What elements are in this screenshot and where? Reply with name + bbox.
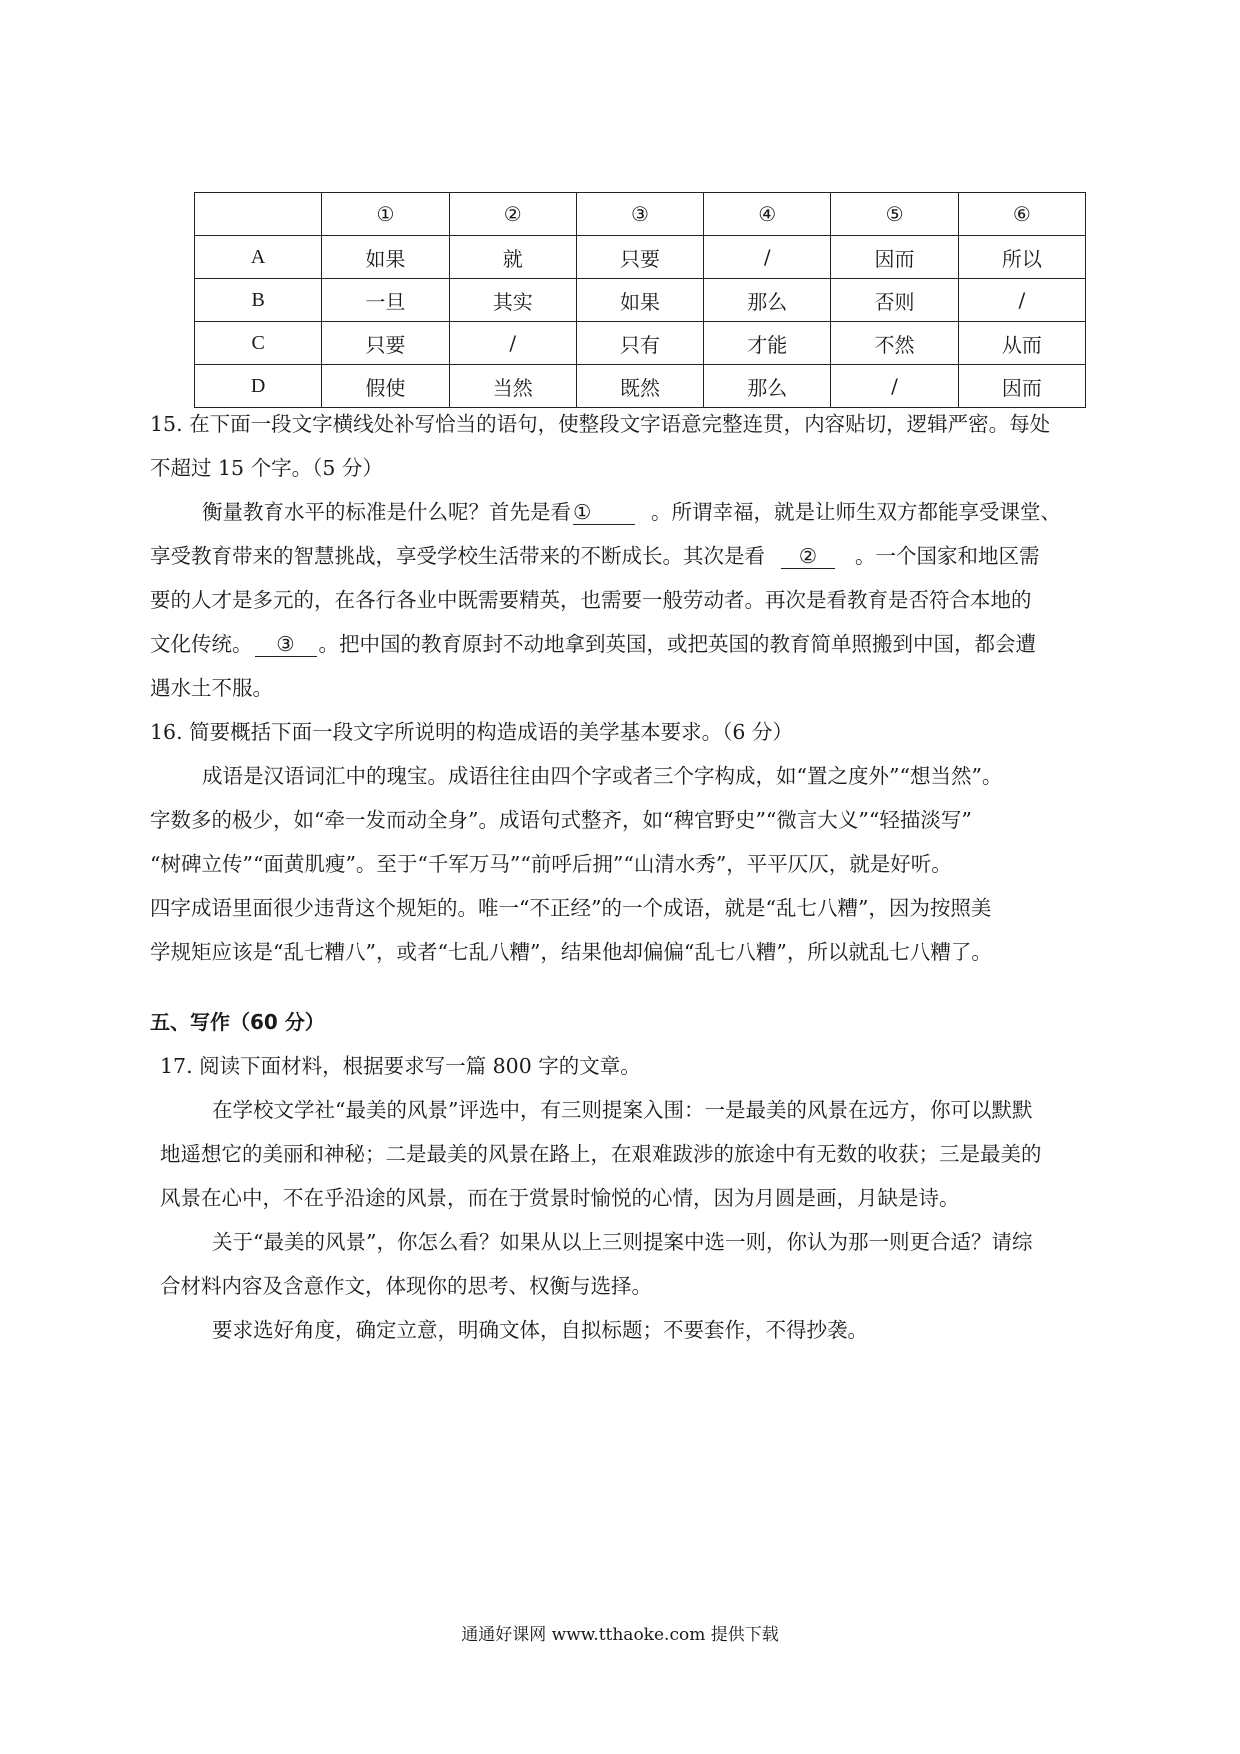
q16-line-3: “树碑立传”“面黄肌瘦”。至于“千军万马”“前呼后拥”“山清水秀”，平平仄仄，就是好听。 xyxy=(150,852,952,876)
table-cell: 那么 xyxy=(704,365,831,408)
q15-blank-2: ② xyxy=(781,544,835,569)
table-row-label: C xyxy=(195,322,322,365)
section-5 xyxy=(150,1000,1095,1044)
table-row xyxy=(195,279,1086,322)
table-cell: 假使 xyxy=(322,365,449,408)
table-cell: 不然 xyxy=(831,322,958,365)
table-header-cell: ⑥ xyxy=(958,193,1085,236)
table-row xyxy=(195,322,1086,365)
table-cell: 只要 xyxy=(322,322,449,365)
q17-line-5: 合材料内容及含意作文，体现你的思考、权衡与选择。 xyxy=(160,1274,652,1298)
q15-prompt-line-2: 不超过 15 个字。（5 分） xyxy=(150,456,383,480)
q15-text: 。所谓幸福，就是让师生双方都能享受课堂、 xyxy=(651,500,1061,524)
answer-choice-table xyxy=(194,192,1086,408)
page-footer: 通通好课网 www.tthaoke.com 提供下载 xyxy=(461,1625,779,1645)
table-cell: 才能 xyxy=(704,322,831,365)
table-row xyxy=(195,236,1086,279)
q15-paragraph-line-1 xyxy=(150,490,1095,534)
q17-line-6: 要求选好角度，确定立意，明确文体，自拟标题；不要套作，不得抄袭。 xyxy=(212,1318,868,1342)
q15-paragraph-line-3: 要的人才是多元的，在各行各业中既需要精英，也需要一般劳动者。再次是看教育是否符合本地的 xyxy=(150,588,1032,612)
question-15 xyxy=(150,402,1095,974)
table-header-cell: ③ xyxy=(576,193,703,236)
q17-line-4: 关于“最美的风景”，你怎么看？如果从以上三则提案中选一则，你认为那一则更合适？请综 xyxy=(212,1230,1033,1254)
table-cell: 因而 xyxy=(958,365,1085,408)
q16-line-1: 成语是汉语词汇中的瑰宝。成语往往由四个字或者三个字构成，如“置之度外”“想当然”。 xyxy=(202,764,1003,788)
table-header-cell: ④ xyxy=(704,193,831,236)
table-row-label: A xyxy=(195,236,322,279)
q15-paragraph-line-4 xyxy=(150,622,1095,666)
q17-line-3: 风景在心中，不在乎沿途的风景，而在于赏景时愉悦的心情，因为月圆是画，月缺是诗。 xyxy=(160,1186,960,1210)
q15-blank-1: ① xyxy=(573,500,635,525)
q15-paragraph-line-2 xyxy=(150,534,1095,578)
q15-text: 文化传统。 xyxy=(150,632,253,656)
table-header-row xyxy=(195,193,1086,236)
table-cell: / xyxy=(704,236,831,279)
table-header-cell: ① xyxy=(322,193,449,236)
table-row-label: D xyxy=(195,365,322,408)
q15-text: 。一个国家和地区需 xyxy=(855,544,1040,568)
table-cell: 否则 xyxy=(831,279,958,322)
table-cell: 当然 xyxy=(449,365,576,408)
q15-prompt-line-1: 15. 在下面一段文字横线处补写恰当的语句，使整段文字语意完整连贯，内容贴切，逻辑严密。每处 xyxy=(150,412,1051,436)
q17-line-2: 地遥想它的美丽和神秘；二是最美的风景在路上，在艰难跋涉的旅途中有无数的收获；三是最美的 xyxy=(160,1142,1042,1166)
table-header-cell: ⑤ xyxy=(831,193,958,236)
table-cell: 既然 xyxy=(576,365,703,408)
table-cell: 所以 xyxy=(958,236,1085,279)
table-cell: 一旦 xyxy=(322,279,449,322)
table-corner-cell xyxy=(195,193,322,236)
table-header-cell: ② xyxy=(449,193,576,236)
table-cell: 就 xyxy=(449,236,576,279)
table-cell: / xyxy=(958,279,1085,322)
section-5-title: 五、写作（60 分） xyxy=(150,1010,325,1034)
table-cell: 如果 xyxy=(576,279,703,322)
table-cell: 只有 xyxy=(576,322,703,365)
table-cell: 那么 xyxy=(704,279,831,322)
table-cell: 从而 xyxy=(958,322,1085,365)
q16-line-5: 学规矩应该是“乱七糟八”，或者“七乱八糟”，结果他却偏偏“乱七八糟”，所以就乱七八糟了。 xyxy=(150,940,992,964)
table-cell: / xyxy=(831,365,958,408)
table-cell: 其实 xyxy=(449,279,576,322)
q17-line-1: 在学校文学社“最美的风景”评选中，有三则提案入围：一是最美的风景在远方，你可以默默 xyxy=(212,1098,1033,1122)
table-cell: 因而 xyxy=(831,236,958,279)
q16-line-2: 字数多的极少，如“牵一发而动全身”。成语句式整齐，如“稗官野史”“微言大义”“轻描淡写” xyxy=(150,808,972,832)
table-cell: / xyxy=(449,322,576,365)
q15-text: 享受教育带来的智慧挑战，享受学校生活带来的不断成长。其次是看 xyxy=(150,544,765,568)
q15-paragraph-line-5: 遇水土不服。 xyxy=(150,676,273,700)
question-17 xyxy=(160,1044,1105,1352)
q17-prompt: 17. 阅读下面材料，根据要求写一篇 800 字的文章。 xyxy=(160,1054,641,1078)
q15-blank-3: ③ xyxy=(255,632,317,657)
q15-text: 衡量教育水平的标准是什么呢？首先是看 xyxy=(202,500,571,524)
table-cell: 只要 xyxy=(576,236,703,279)
table-cell: 如果 xyxy=(322,236,449,279)
q16-line-4: 四字成语里面很少违背这个规矩的。唯一“不正经”的一个成语，就是“乱七八糟”，因为按照美 xyxy=(150,896,992,920)
q15-text: 。把中国的教育原封不动地拿到英国，或把英国的教育简单照搬到中国，都会遭 xyxy=(318,632,1036,656)
q16-prompt: 16. 简要概括下面一段文字所说明的构造成语的美学基本要求。（6 分） xyxy=(150,720,793,744)
table-row-label: B xyxy=(195,279,322,322)
